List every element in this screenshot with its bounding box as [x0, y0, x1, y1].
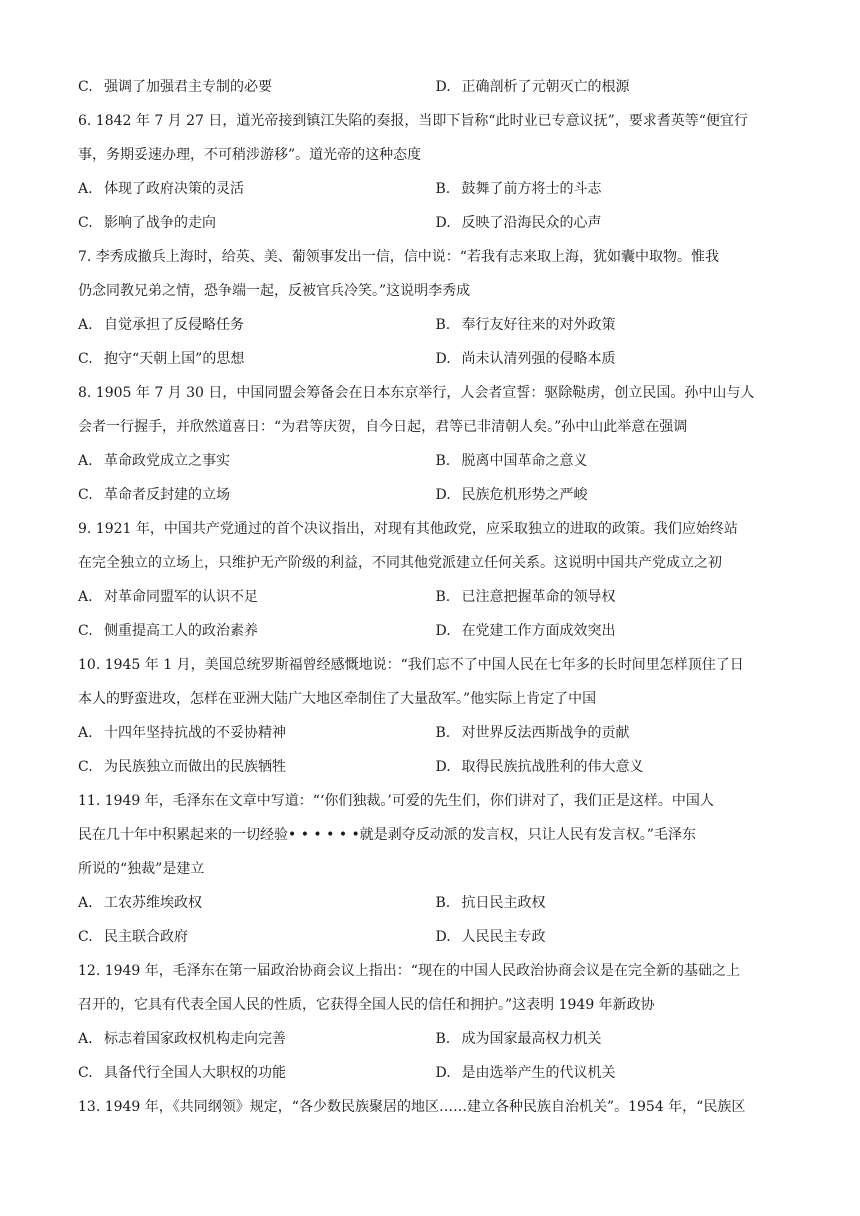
option-9A[interactable] — [78, 580, 436, 614]
option-9B[interactable] — [436, 580, 794, 614]
question-options — [78, 444, 793, 512]
option-text: 抗日民主政权 — [461, 895, 546, 911]
option-10D[interactable] — [436, 750, 794, 784]
option-letter: C. — [78, 759, 93, 775]
option-letter: B. — [435, 895, 451, 911]
option-10B[interactable] — [436, 716, 794, 750]
option-7B[interactable] — [436, 308, 794, 342]
question-12 — [78, 954, 793, 1090]
option-6A[interactable] — [78, 172, 436, 206]
option-text: 脱离中国革命之意义 — [461, 453, 588, 469]
option-letter: D. — [435, 623, 451, 639]
option-text: 体现了政府决策的灵活 — [104, 181, 244, 197]
option-letter: B. — [435, 589, 451, 605]
option-text: 在党建工作方面成效突出 — [461, 623, 616, 639]
option-12A[interactable] — [78, 1022, 436, 1056]
option-letter: A. — [78, 589, 93, 605]
option-8C[interactable] — [78, 478, 436, 512]
question-stem-line: 12. 1949 年，毛泽东在第一届政治协商会议上指出：“现在的中国人民政治协商会议是在完全新的基础之上 — [78, 963, 740, 979]
option-text: 人民民主专政 — [461, 929, 546, 945]
option-letter: B. — [435, 1031, 451, 1047]
option-7C[interactable] — [78, 342, 436, 376]
question-stem-line: 本人的野蛮进攻，怎样在亚洲大陆广大地区牵制住了大量敌军。”他实际上肯定了中国 — [78, 691, 597, 707]
option-text: 鼓舞了前方将士的斗志 — [461, 181, 602, 197]
option-12B[interactable] — [436, 1022, 794, 1056]
option-5D[interactable] — [436, 70, 794, 104]
question-stem-line: 事，务期妥速办理，不可稍涉游移”。道光帝的这种态度 — [78, 147, 422, 163]
option-text: 革命政党成立之事实 — [104, 453, 230, 469]
question-stem-line: 10. 1945 年 1 月，美国总统罗斯福曾经感慨地说：“我们忘不了中国人民在七年多的长时间里怎样顶住了日 — [78, 657, 744, 673]
option-7A[interactable] — [78, 308, 436, 342]
option-letter: B. — [435, 317, 451, 333]
option-text: 成为国家最高权力机关 — [461, 1031, 602, 1047]
option-letter: D. — [435, 79, 451, 95]
option-text: 对革命同盟军的认识不足 — [104, 589, 258, 605]
option-letter: D. — [435, 929, 451, 945]
question-stem-line: 8. 1905 年 7 月 30 日，中国同盟会筹备会在日本东京举行，人会者宣誓：驱除鞑虏，创立民国。孙中山与人 — [78, 385, 755, 401]
option-text: 民族危机形势之严峻 — [461, 487, 588, 503]
option-11A[interactable] — [78, 886, 436, 920]
option-letter: A. — [78, 317, 93, 333]
option-letter: A. — [78, 1031, 93, 1047]
option-8D[interactable] — [436, 478, 794, 512]
option-letter: A. — [78, 181, 93, 197]
question-5-options — [78, 70, 793, 104]
question-8 — [78, 376, 793, 512]
option-text: 已注意把握革命的领导权 — [461, 589, 616, 605]
question-options — [78, 580, 793, 648]
option-10A[interactable] — [78, 716, 436, 750]
option-9C[interactable] — [78, 614, 436, 648]
option-text: 正确剖析了元朝灭亡的根源 — [461, 79, 630, 95]
question-9 — [78, 512, 793, 648]
option-text: 抱守“天朝上国”的思想 — [104, 351, 245, 367]
option-7D[interactable] — [436, 342, 794, 376]
question-7 — [78, 240, 793, 376]
question-options — [78, 172, 793, 240]
option-12D[interactable] — [436, 1056, 794, 1090]
option-6B[interactable] — [436, 172, 794, 206]
option-text: 自觉承担了反侵略任务 — [104, 317, 244, 333]
option-5C[interactable] — [78, 70, 436, 104]
option-letter: C. — [78, 487, 93, 503]
question-options — [78, 886, 793, 954]
option-letter: C. — [78, 351, 93, 367]
question-stem-line: 所说的“独裁”是建立 — [78, 861, 205, 877]
option-text: 十四年坚持抗战的不妥协精神 — [104, 725, 286, 741]
option-text: 工农苏维埃政权 — [104, 895, 202, 911]
option-11B[interactable] — [436, 886, 794, 920]
question-13 — [78, 1090, 793, 1124]
question-stem-line: 9. 1921 年，中国共产党通过的首个决议指出，对现有其他政党，应采取独立的进取的政策。我们应始终站 — [78, 521, 738, 537]
question-stem-line: 召开的，它具有代表全国人民的性质，它获得全国人民的信任和拥护。”这表明 1949 年新政协 — [78, 997, 655, 1013]
option-letter: D. — [435, 1065, 451, 1081]
option-letter: A. — [78, 895, 93, 911]
option-letter: C. — [78, 79, 93, 95]
option-11C[interactable] — [78, 920, 436, 954]
option-letter: C. — [78, 929, 93, 945]
option-8A[interactable] — [78, 444, 436, 478]
option-letter: A. — [78, 453, 93, 469]
question-stem-line: 民在几十年中积累起来的一切经验• • • • • •就是剥夺反动派的发言权，只让人民有发言权。”毛泽东 — [78, 827, 696, 843]
option-6D[interactable] — [436, 206, 794, 240]
option-text: 强调了加强君主专制的必要 — [104, 79, 272, 95]
option-12C[interactable] — [78, 1056, 436, 1090]
option-text: 革命者反封建的立场 — [104, 487, 230, 503]
option-text: 是由选举产生的代议机关 — [461, 1065, 616, 1081]
question-11 — [78, 784, 793, 954]
option-11D[interactable] — [436, 920, 794, 954]
question-10 — [78, 648, 793, 784]
option-letter: D. — [435, 487, 451, 503]
option-letter: B. — [435, 725, 451, 741]
question-options — [78, 716, 793, 784]
question-options — [78, 1022, 793, 1090]
option-letter: B. — [435, 181, 451, 197]
option-letter: A. — [78, 725, 93, 741]
option-9D[interactable] — [436, 614, 794, 648]
option-letter: C. — [78, 623, 93, 639]
option-letter: C. — [78, 1065, 93, 1081]
question-stem-line: 会者一行握手，并欣然道喜日：“为君等庆贺，自今日起，君等已非清朝人矣。”孙中山此举意在强调 — [78, 419, 688, 435]
option-text: 反映了沿海民众的心声 — [461, 215, 602, 231]
option-text: 奉行友好往来的对外政策 — [461, 317, 616, 333]
option-text: 对世界反法西斯战争的贡献 — [461, 725, 630, 741]
question-stem-line: 11. 1949 年，毛泽东在文章中写道：“‘你们独裁。’可爱的先生们，你们讲对了，我们正是这样。中国人 — [78, 793, 714, 809]
question-stem-line: 6. 1842 年 7 月 27 日，道光帝接到镇江失陷的奏报，当即下旨称“此时业已专意议抚”，要求耆英等“便宜行 — [78, 113, 748, 129]
question-stem-line: 仍念同教兄弟之情，恐争端一起，反被官兵冷笑。”这说明李秀成 — [78, 283, 471, 299]
exam-page — [78, 70, 793, 1124]
option-text: 侧重提高工人的政治素养 — [104, 623, 258, 639]
option-letter: D. — [435, 351, 451, 367]
option-8B[interactable] — [436, 444, 794, 478]
option-letter: C. — [78, 215, 93, 231]
option-text: 具备代行全国人大职权的功能 — [104, 1065, 286, 1081]
option-text: 标志着国家政权机构走向完善 — [104, 1031, 286, 1047]
question-stem-line: 7. 李秀成撤兵上海时，给英、美、葡领事发出一信，信中说：“若我有志来取上海，犹如囊中取物。惟我 — [78, 249, 719, 265]
option-letter: D. — [435, 215, 451, 231]
question-stem-line: 在完全独立的立场上，只维护无产阶级的利益，不同其他党派建立任何关系。这说明中国共产党成立之初 — [78, 555, 722, 571]
option-text: 为民族独立而做出的民族牺牲 — [104, 759, 286, 775]
option-letter: B. — [435, 453, 451, 469]
option-text: 民主联合政府 — [104, 929, 188, 945]
question-stem-line: 13. 1949 年，《共同纲领》规定，“各少数民族聚居的地区……建立各种民族自治机关”。1954 年，“民族区 — [78, 1099, 746, 1115]
question-options — [78, 308, 793, 376]
option-10C[interactable] — [78, 750, 436, 784]
option-text: 影响了战争的走向 — [104, 215, 216, 231]
option-text: 尚未认清列强的侵略本质 — [461, 351, 616, 367]
option-text: 取得民族抗战胜利的伟大意义 — [461, 759, 644, 775]
option-letter: D. — [435, 759, 451, 775]
option-6C[interactable] — [78, 206, 436, 240]
question-6 — [78, 104, 793, 240]
